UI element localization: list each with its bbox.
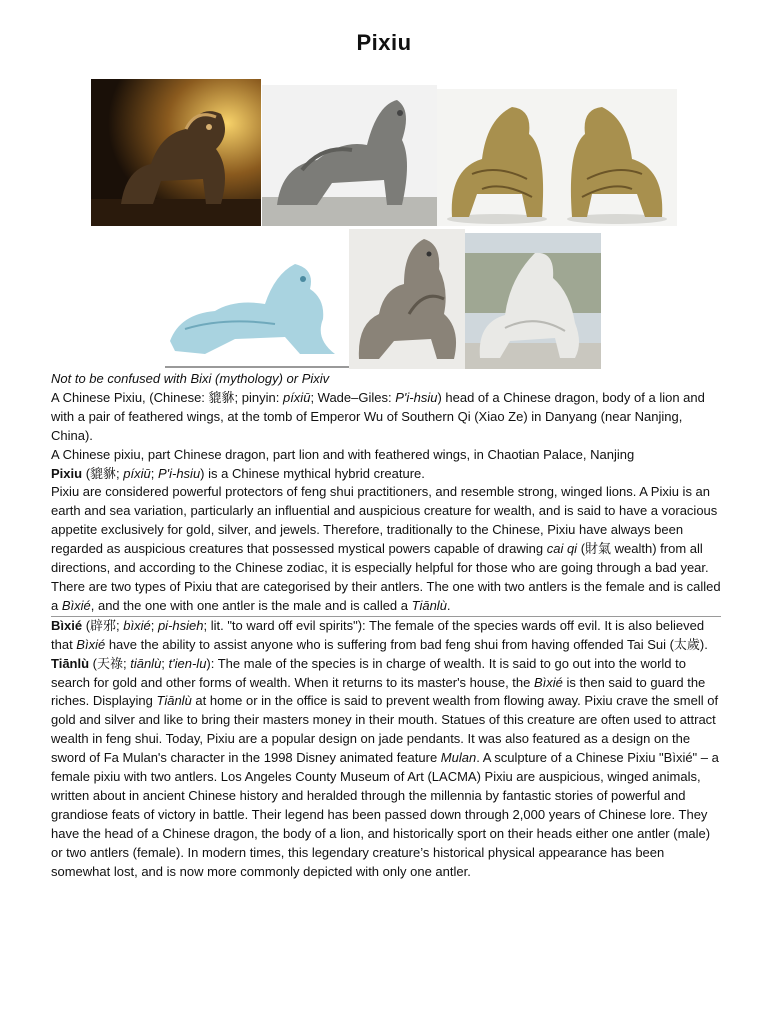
page-title: Pixiu bbox=[356, 30, 412, 55]
tianlu-paragraph: Tiānlù (天祿; tiānlù; t'ien-lu): The male of the species is in charge of wealth. It is said to go out into the world to search for gold and other forms of wealth. When it returns to its master's house, the Bìxié is then said to guard the riches. Displaying Tiānlù at home or in the office is said to prevent wealth from flowing away. Pixiu crave the smell of gold and silver and like to bring their masters money in their mouth. Statues of this creature are often used to attract wealth in feng shui. Today, Pixiu are a popular design on jade pendants. It was also featured as a design on the sword of Fa Mulan's character in the 1998 Disney animated feature Mulan. A sculpture of a Chinese Pixiu "Bìxié" – a female pixiu with two antlers. Los Angeles County Museum of Art (LACMA) Pixiu are auspicious, winged animals, written about in ancient Chinese history and heralded through the millennia by fantastic stories of powerful and grandiose feats of victory in battle. Their legend has been passed down through 2,000 years of Chinese lore. They have the head of a Chinese dragon, the body of a lion, and historically sport on their heads either one antler (male) or two antlers (female). In modern times, this legendary creature’s historical physical appearance has been somewhat lost, and is now more commonly depicted with only one antler. bbox=[51, 655, 719, 879]
photo-bronze-pixiu-night bbox=[91, 79, 261, 226]
caption-chaotian-palace: A Chinese pixiu, part Chinese dragon, part lion and with feathered wings, in Chaotian Palace, Nanjing bbox=[51, 446, 635, 462]
photo-gold-bronze-pair bbox=[437, 89, 677, 226]
types-paragraph: There are two types of Pixiu that are categorised by their antlers. The one with two antlers is the female and is called a Bìxié, and the one with one antler is the male and is called a Tiānlù. bbox=[51, 578, 721, 613]
photo-white-stone-pixiu bbox=[465, 233, 601, 369]
photo-stone-pixiu-tomb bbox=[262, 85, 437, 226]
bixie-paragraph: Bìxié (辟邪; bìxié; pi-hsieh; lit. "to ward off evil spirits"): The female of the species wards off evil. It is also believed that Bìxié have the ability to assist anyone who is suffering from bad feng shui from having offended Tai Sui (太歲). bbox=[51, 617, 708, 652]
photo-ceramic-winged-pixiu bbox=[349, 229, 465, 369]
photo-jade-pixiu bbox=[165, 229, 349, 369]
intro-paragraph: Pixiu (貔貅; píxiū; P'i-hsiu) is a Chinese mythical hybrid creature. bbox=[51, 465, 425, 481]
disambiguation-note: Not to be confused with Bixi (mythology) or Pixiv bbox=[51, 371, 330, 386]
feng-shui-paragraph: Pixiu are considered powerful protectors of feng shui practitioners, and resemble strong, winged lions. A Pixiu is an earth and sea variation, particularly an influential and auspicious creature for wealth, and is said to have a voracious appetite exclusively for gold, silver, and jewels. Therefore, traditionally to the Chinese, Pixiu have always been regarded as auspicious creatures that possessed mystical powers capable of drawing cai qi (財氣 wealth) from all directions, and according to the Chinese zodiac, it is especially helpful for those who are going through a bad year. bbox=[51, 484, 718, 576]
caption-danyang-tomb: A Chinese Pixiu, (Chinese: 貔貅; pinyin: píxiū; Wade–Giles: P'i-hsiu) head of a Chinese dragon, body of a lion and with a pair of feathered wings, at the tomb of Emperor Wu of Southern Qi (Xiao Ze) in Danyang (near Nanjing, China). bbox=[51, 389, 705, 443]
article-body bbox=[51, 370, 721, 881]
